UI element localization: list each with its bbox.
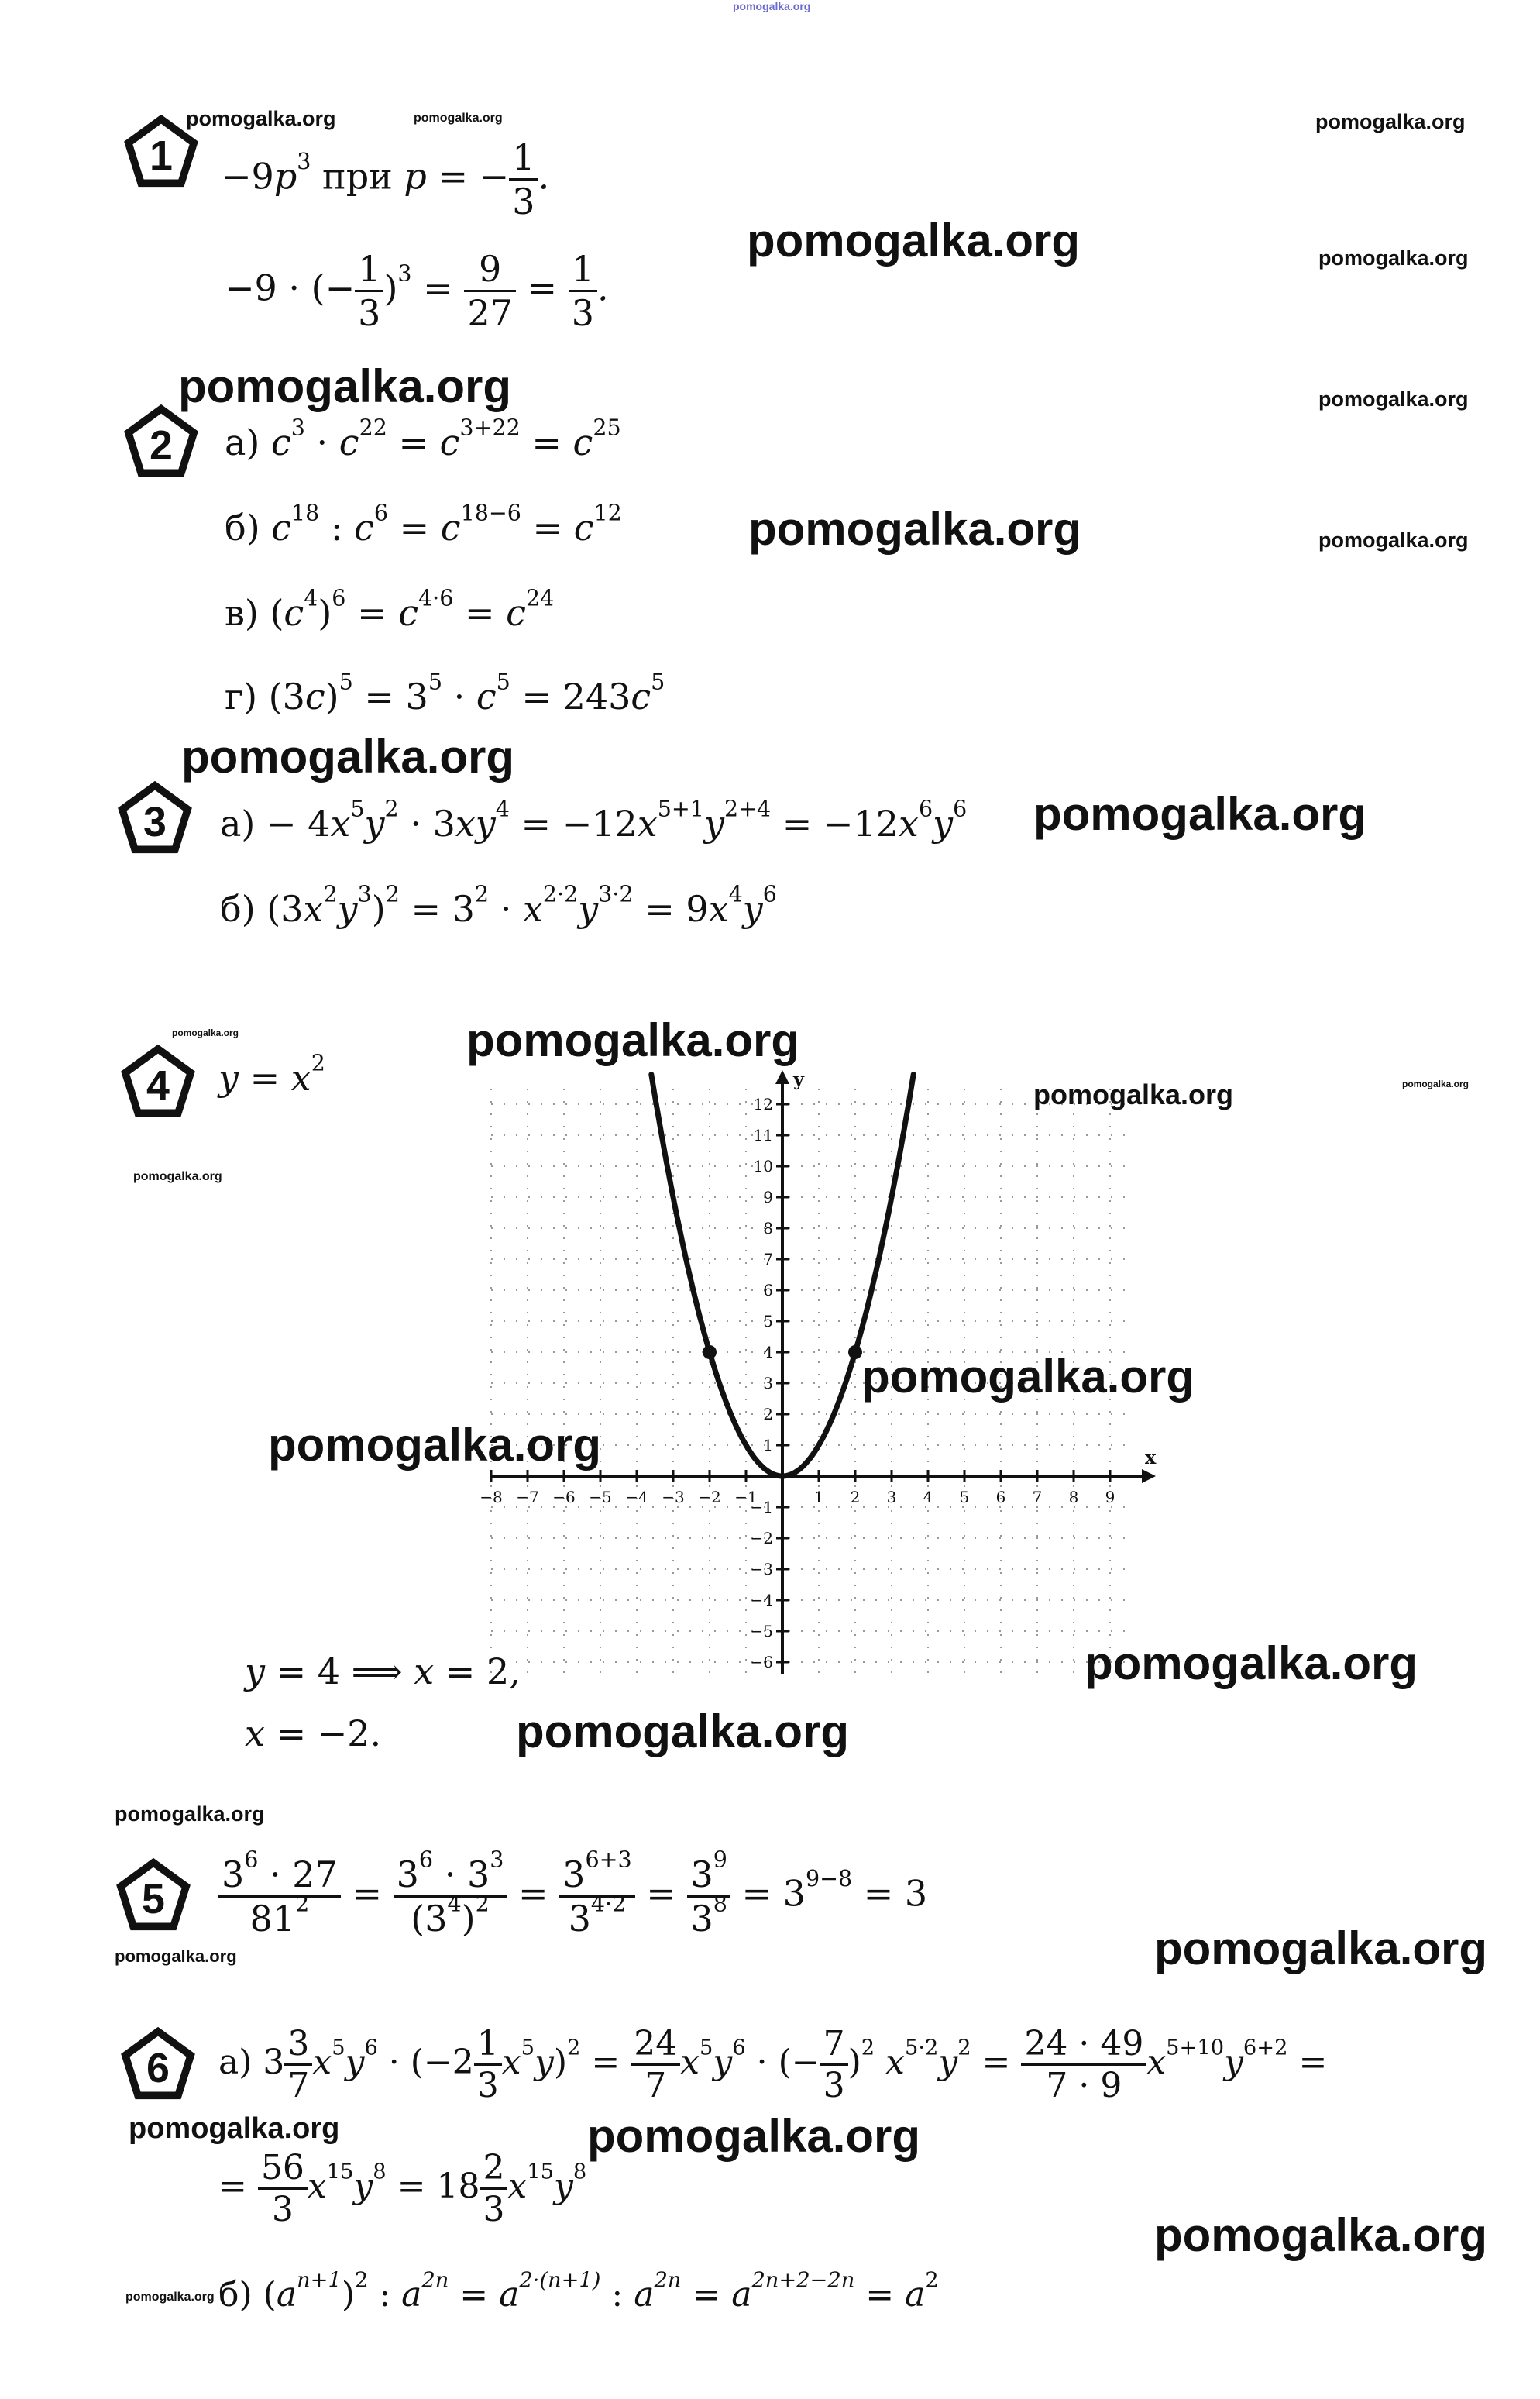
watermark: pomogalka.org (1318, 246, 1469, 270)
task-2-pentagon-icon (124, 404, 198, 479)
watermark: pomogalka.org (125, 2291, 215, 2304)
watermark: pomogalka.org (115, 1802, 265, 1826)
watermark: pomogalka.org (129, 2112, 340, 2145)
watermark: pomogalka.org (1154, 2209, 1488, 2261)
task-6-a-line-1: а) 3 $\frac{3}{7}$ $x^5y^6 \cdot (-2$ $\frac{1}{3}$ $x^5y)^2$ = $\frac{24}{7}$ $x^5y^6$ · (− $\frac{7}{3}$ )$^2$ $x^{5\cdot 2}y^2$ = $\frac{24 \cdot 49}{7 \cdot 9}$ $x^{5+10}y^{6+2}$ = (218, 2024, 1328, 2105)
watermark: pomogalka.org (1033, 788, 1367, 840)
x-tick-label: 4 (923, 1488, 933, 1506)
x-tick-label: 8 (1068, 1488, 1079, 1506)
y-axis-label: y (793, 1068, 804, 1090)
task-3-a: $а) - 4x^5y^2 \cdot 3xy^4 = -12x^{5+1}y^{2+4} = -12x^6y^6$ (220, 796, 968, 845)
watermark: pomogalka.org (186, 107, 336, 130)
watermark: pomogalka.org (1402, 1079, 1470, 1089)
watermark: pomogalka.org (181, 731, 515, 783)
x-tick-label: 7 (1032, 1488, 1043, 1506)
y-tick-label: 1 (763, 1436, 773, 1454)
task-6-b: б) $(a^{n+1})^2$ : $a^{2n} = a^{2\cdot(n+1)}$ : $a^{2n} = a^{2n+2-2n} = a^2$ (218, 2268, 939, 2315)
watermark: pomogalka.org (587, 2110, 921, 2162)
task-2-a: а) $c^3 \cdot c^{22} = c^{3+22} = c^{25}$ (225, 415, 621, 463)
x-tick-label: −8 (480, 1488, 503, 1506)
x-tick-label: 1 (813, 1488, 824, 1506)
x-tick-label: 6 (995, 1488, 1006, 1506)
task-6-number: 6 (146, 2045, 170, 2092)
task-1-condition: $-9p^3$ при p = − $\frac{1}{3}$ . (222, 136, 550, 222)
marked-point (848, 1345, 862, 1359)
x-tick-label: 3 (886, 1488, 897, 1506)
y-tick-label: −1 (750, 1498, 773, 1516)
task-3-pentagon-icon (118, 781, 192, 855)
task-4-number: 4 (146, 1062, 170, 1110)
task-5-number: 5 (142, 1876, 165, 1923)
y-tick-label: 11 (753, 1126, 773, 1144)
x-tick-label: −3 (662, 1488, 685, 1506)
y-tick-label: 4 (763, 1343, 773, 1361)
y-tick-label: 12 (753, 1095, 773, 1113)
task-4-function: $y = x^2$ (218, 1050, 325, 1099)
y-tick-label: −5 (750, 1622, 773, 1640)
task-2-number: 2 (150, 422, 173, 470)
task-1-number: 1 (150, 133, 173, 180)
y-tick-label: 5 (763, 1312, 773, 1330)
x-tick-label: 5 (959, 1488, 970, 1506)
y-tick-label: 8 (763, 1219, 773, 1237)
task-5-pentagon-icon (116, 1858, 191, 1933)
y-tick-label: 6 (763, 1281, 773, 1299)
header-watermark: pomogalka.org (733, 0, 811, 12)
y-tick-label: −4 (750, 1591, 773, 1609)
task-4-solution-2: x = −2. (245, 1712, 382, 1754)
watermark: pomogalka.org (1315, 110, 1466, 133)
x-tick-label: 9 (1105, 1488, 1115, 1506)
task-1-solution: −9 · (− $\frac{1}{3}$ )$^3$ = $\frac{9}{27}$ = $\frac{1}{3}$ . (225, 248, 609, 334)
y-tick-label: −6 (750, 1653, 773, 1671)
watermark: pomogalka.org (133, 1170, 222, 1183)
x-tick-label: 2 (850, 1488, 861, 1506)
watermark: pomogalka.org (861, 1351, 1195, 1403)
task-2-v: в) $(c^4)^6 = c^{4\cdot 6} = c^{24}$ (225, 585, 555, 634)
task-4-pentagon-icon (121, 1045, 195, 1119)
task-6-a-line-2: = $\frac{56}{3}$ $x^{15}y^8 = 18$ $\frac{2}{3}$ $x^{15}y^8$ (218, 2148, 587, 2229)
marked-point (703, 1345, 717, 1359)
watermark: pomogalka.org (268, 1419, 602, 1471)
y-tick-label: −2 (750, 1529, 773, 1547)
x-axis-label: x (1145, 1446, 1157, 1468)
x-tick-label: −7 (516, 1488, 539, 1506)
y-tick-label: 9 (763, 1188, 773, 1206)
watermark: pomogalka.org (516, 1705, 850, 1757)
watermark: pomogalka.org (414, 112, 503, 125)
x-axis-arrow-icon (1142, 1469, 1156, 1483)
watermark: pomogalka.org (115, 1946, 237, 1966)
watermark: pomogalka.org (1318, 387, 1469, 411)
y-tick-label: 3 (763, 1374, 773, 1392)
task-6-pentagon-icon (121, 2027, 195, 2101)
x-tick-label: −2 (698, 1488, 721, 1506)
y-tick-label: 2 (763, 1405, 773, 1423)
task-4-solution-1: y = 4 ⟹ x = 2, (245, 1650, 521, 1692)
task-3-number: 3 (143, 799, 167, 846)
task-3-b: б) $(3x^2y^3)^2 = 3^2 \cdot x^{2\cdot 2}y^{3\cdot 2} = 9x^4y^6$ (220, 881, 777, 930)
watermark: pomogalka.org (1085, 1637, 1418, 1689)
watermark: pomogalka.org (748, 503, 1082, 555)
y-axis-arrow-icon (775, 1070, 789, 1084)
x-tick-label: −5 (589, 1488, 612, 1506)
y-tick-label: 10 (753, 1157, 773, 1175)
task-2-g: г) $(3c)^5 = 3^5 \cdot c^5 = 243c^5$ (225, 669, 665, 718)
watermark: pomogalka.org (747, 215, 1081, 267)
y-tick-label: −3 (750, 1560, 773, 1578)
x-tick-label: −4 (625, 1488, 648, 1506)
watermark: pomogalka.org (1318, 528, 1469, 552)
watermark: pomogalka.org (466, 1014, 800, 1066)
task-2-b: б) $c^{18}$ : $c^6 = c^{18-6} = c^{12}$ (225, 500, 622, 549)
watermark: pomogalka.org (1154, 1922, 1488, 1974)
watermark: pomogalka.org (172, 1027, 239, 1038)
x-tick-label: −1 (734, 1488, 758, 1506)
watermark: pomogalka.org (1033, 1079, 1234, 1110)
y-tick-label: 7 (763, 1250, 773, 1268)
watermark: pomogalka.org (178, 360, 512, 412)
x-tick-label: −6 (552, 1488, 576, 1506)
task-5-expression: $\frac{3^6 \cdot 27}{81^2}$ = $\frac{3^6 \cdot 3^3}{(3^4)^2}$ = $\frac{3^{6+3}}{3^{4\cdot 2}}$ = $\frac{3^9}{3^8}$ = $3^{9-8} = 3$ (218, 1853, 927, 1940)
